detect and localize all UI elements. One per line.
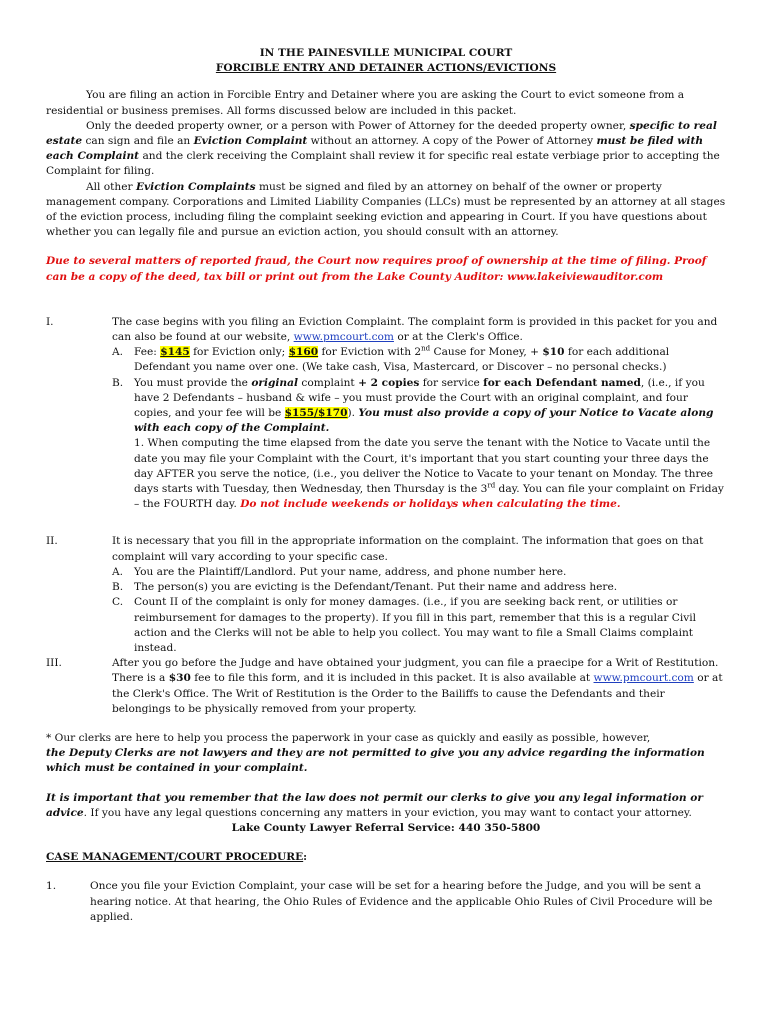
emphasis-text: must be filed with each Complaint bbox=[46, 135, 704, 163]
emphasis-text: Eviction Complaint bbox=[193, 135, 308, 148]
text-run: You must provide the bbox=[134, 376, 252, 389]
section-2-item-b bbox=[112, 580, 726, 595]
heading-text: CASE MANAGEMENT/COURT PROCEDURE bbox=[46, 851, 304, 864]
subject-title: FORCIBLE ENTRY AND DETAINER ACTIONS/EVICTIONS bbox=[215, 62, 557, 75]
item-text: The person(s) you are evicting is the Defendant/Tenant. Put their name and address here. bbox=[134, 581, 618, 594]
text-run: must be signed and filed by an attorney on behalf of the owner or property management company. Corporations and Limited Liability Companies (LLCs) must be represented by an attorney at all stages of the eviction process, including filing the complaint seeking eviction and appearing in Court. If you have questions about whether you can legally file and pursue an eviction action, you should consult with an attorney. bbox=[46, 180, 726, 239]
intro-paragraph-3 bbox=[46, 180, 726, 241]
emphasis-text: You must also provide a copy of your Notice to Vacate along with each copy of the Complaint. bbox=[134, 407, 714, 435]
section-1-item-b bbox=[112, 376, 726, 513]
text-run: for Eviction only; bbox=[189, 346, 289, 359]
text-run: All other bbox=[86, 180, 136, 193]
text-run: Fee: bbox=[134, 346, 161, 359]
text-run: After you go before the Judge and have obtained your judgment, you can file a praecipe for a Writ of Restitution. There is a bbox=[112, 657, 719, 685]
spacer bbox=[46, 307, 726, 315]
section-number: II. bbox=[46, 535, 58, 548]
section-1-item-a bbox=[112, 345, 726, 375]
heading-colon: : bbox=[303, 851, 308, 864]
spacer bbox=[46, 777, 726, 791]
text-run: for each additional Defendant you name over one. (We take cash, Visa, Mastercard, or Discover – no personal checks.) bbox=[134, 346, 670, 374]
intro-paragraph-1: You are filing an action in Forcible Entry and Detainer where you are asking the Court to evict someone from a residential or business premises. All forms discussed below are included in this packet. bbox=[46, 89, 685, 117]
text-run: Only the deeded property owner, or a person with Power of Attorney for the deeded property owner, bbox=[86, 119, 630, 132]
text-run: day. You can file your complaint on Friday – the FOURTH day. bbox=[134, 483, 724, 511]
spacer bbox=[46, 865, 726, 879]
bold-text: for each Defendant named bbox=[483, 376, 641, 389]
text-run: ). bbox=[347, 407, 359, 420]
court-title: IN THE PAINESVILLE MUNICIPAL COURT bbox=[259, 47, 513, 59]
document-page bbox=[46, 44, 726, 925]
section-2-item-a bbox=[112, 565, 726, 580]
text-run: . If you have any legal questions concerning any matters in your eviction, you may want to contact your attorney. bbox=[83, 806, 692, 819]
text-run: Cause for Money, + bbox=[430, 346, 543, 359]
section-1-item-b-1 bbox=[134, 436, 726, 512]
section-2-item-c bbox=[112, 595, 726, 656]
spacer bbox=[46, 240, 726, 254]
text-run: fee to file this form, and it is included in this packet. It is also available at bbox=[190, 672, 594, 685]
item-text: Count II of the complaint is only for money damages. (i.e., if you are seeking back rent, or utilities or reimbursement for damages to the property). If you fill in this part, remember that this is a regular Civil action and the Clerks will not be able to help you collect. You may want to file a Small Claims complaint instead. bbox=[134, 596, 697, 654]
case-management-heading bbox=[46, 850, 726, 865]
clerks-note-line-1: * Our clerks are here to help you process the paperwork in your case as quickly and easily as possible, however, bbox=[46, 731, 651, 744]
item-label: A. bbox=[112, 565, 124, 578]
fee-highlight: $145 bbox=[160, 346, 190, 359]
emphasis-text: original bbox=[251, 376, 299, 389]
item-number: 1. bbox=[46, 880, 57, 893]
fee-highlight: $155/$170 bbox=[284, 407, 348, 420]
text-run: or at the Clerk's Office. The Writ of Restitution is the Order to the Bailiffs to cause the Defendants and their belongings to be physically removed from your property. bbox=[112, 672, 723, 715]
bold-text: + 2 copies bbox=[358, 376, 420, 389]
spacer bbox=[46, 285, 726, 307]
item-label: C. bbox=[112, 596, 124, 609]
text-run: or at the Clerk's Office. bbox=[393, 331, 523, 344]
emphasis-text: It is important that you remember that the law does not permit our clerks to give you any legal information or advice bbox=[46, 791, 703, 819]
fraud-notice: Due to several matters of reported fraud, the Court now requires proof of ownership at the time of filing. Proof can be a copy of the deed, tax bill or print out from the Lake County Auditor: www.lakeiviewauditor.com bbox=[46, 255, 707, 283]
emphasis-text: specific to real estate bbox=[46, 119, 717, 148]
case-item-1 bbox=[46, 879, 726, 925]
item-text: Once you file your Eviction Complaint, your case will be set for a hearing before the Judge, and you will be sent a hearing notice. At that hearing, the Ohio Rules of Evidence and the applicable Ohio Rules of Civil Procedure will be applied. bbox=[90, 880, 713, 923]
item-label: B. bbox=[112, 581, 124, 594]
item-label: B. bbox=[112, 376, 124, 389]
legal-note bbox=[46, 791, 726, 821]
lawyer-referral: Lake County Lawyer Referral Service: 440 350-5800 bbox=[231, 821, 541, 834]
text-run: can sign and file an bbox=[82, 135, 194, 148]
item-text: You are the Plaintiff/Landlord. Put your name, address, and phone number here. bbox=[134, 565, 567, 578]
section-2 bbox=[46, 534, 726, 656]
text-run: for Eviction with 2 bbox=[318, 346, 422, 359]
website-link[interactable]: www.pmcourt.com bbox=[293, 331, 394, 344]
fee-text: $30 bbox=[168, 672, 191, 685]
spacer bbox=[46, 836, 726, 850]
section-2-text: It is necessary that you fill in the appropriate information on the complaint. The information that goes on that complaint will vary according to your specific case. bbox=[112, 535, 704, 563]
section-number: I. bbox=[46, 315, 54, 328]
text-run: for service bbox=[419, 376, 484, 389]
clerks-note-line-2: the Deputy Clerks are not lawyers and they are not permitted to give you any advice regarding the information which must be contained in your complaint. bbox=[46, 747, 705, 775]
section-1 bbox=[46, 315, 726, 513]
fee-text: $10 bbox=[542, 346, 565, 359]
spacer bbox=[46, 717, 726, 731]
superscript: nd bbox=[421, 344, 431, 353]
text-run: 1. When computing the time elapsed from the date you serve the tenant with the Notice to Vacate until the date you may file your Complaint with the Court, it's important that you start counting your three days the day AFTER you serve the notice, (i.e., you deliver the Notice to Vacate to your tenant on Monday. The three days starts with Tuesday, then Wednesday, then Thursday is the 3 bbox=[134, 437, 714, 496]
warning-text: Do not include weekends or holidays when calculating the time. bbox=[240, 498, 621, 511]
text-run: and the clerk receiving the Complaint shall review it for specific real estate verbiage prior to accepting the Complaint for filing. bbox=[46, 150, 720, 178]
text-run: The case begins with you filing an Eviction Complaint. The complaint form is provided in this packet for you and can also be found at our website, bbox=[112, 315, 718, 344]
section-3-text bbox=[112, 656, 726, 717]
section-3 bbox=[46, 656, 726, 717]
fee-highlight: $160 bbox=[288, 346, 319, 359]
section-1-text bbox=[112, 315, 726, 345]
text-run: without an attorney. A copy of the Power of Attorney bbox=[307, 135, 597, 148]
emphasis-text: Eviction Complaints bbox=[135, 180, 256, 193]
section-number: III. bbox=[46, 657, 62, 670]
superscript: rd bbox=[487, 481, 496, 490]
spacer bbox=[46, 512, 726, 534]
text-run: complaint bbox=[298, 376, 359, 389]
website-link[interactable]: www.pmcourt.com bbox=[593, 672, 694, 685]
intro-paragraph-2 bbox=[46, 119, 726, 180]
item-label: A. bbox=[112, 346, 124, 359]
text-run: , (i.e., if you have 2 Defendants – husband & wife – you must provide the Court with an original complaint, and four copies, and your fee will be bbox=[134, 376, 705, 420]
